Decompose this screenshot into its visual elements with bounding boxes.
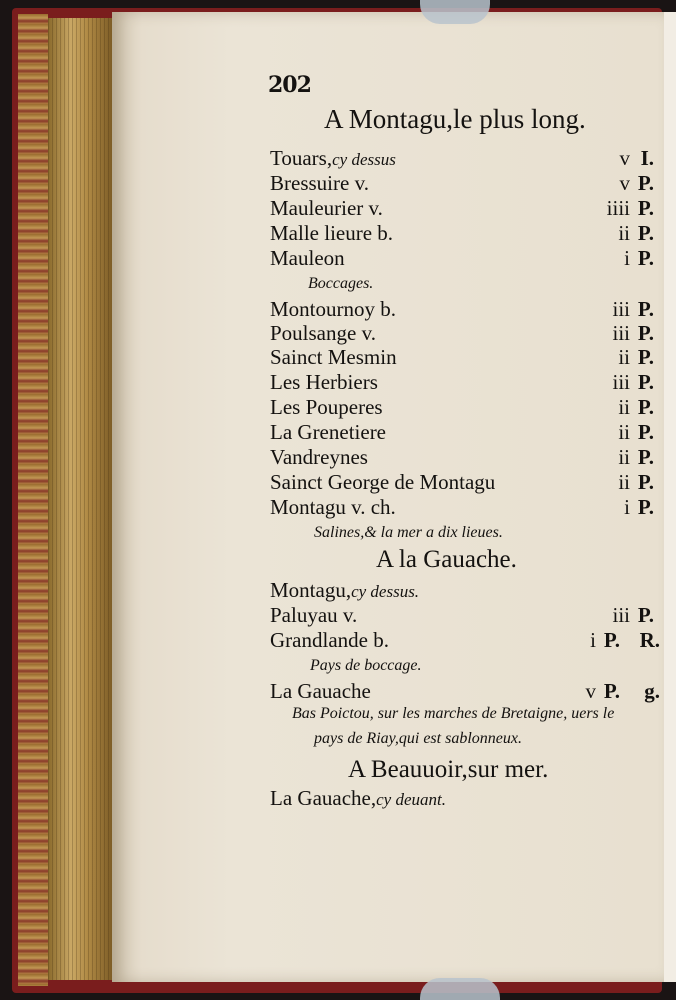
distance: v [619,171,630,195]
route-row [270,395,658,420]
post-mark: P. [637,246,654,270]
distance: iii [612,603,630,627]
place-name: Sainct George de Montagu [270,470,496,494]
place-name: Les Pouperes [270,395,383,419]
route-note-line-2: pays de Riay,qui est sablonneux. [314,730,522,747]
route-row [270,146,658,171]
place-name: La Grenetiere [270,420,387,444]
distance: ii [618,221,630,245]
route-row [270,196,658,221]
place-name: Mauleon [270,246,345,270]
section-title-gauache: A la Gauache. [376,546,517,573]
place-name: Mauleurier v. [270,196,383,220]
extra-mark: g. [644,679,660,703]
place-name: Grandlande b. [270,628,389,652]
post-mark: P. [637,603,654,627]
post-mark: P. [603,679,620,703]
distance: ii [618,445,630,469]
post-mark: P. [637,321,654,345]
place-name: Sainct Mesmin [270,345,397,369]
place-name: Vandreynes [270,445,368,469]
region-note: Boccages. [308,275,374,292]
post-mark: P. [637,196,654,220]
distance: i [624,495,630,519]
route-row [270,345,658,370]
post-mark: P. [637,495,654,519]
section-title-montagu: A Montagu,le plus long. [324,104,586,134]
place-name: Montagu,cy dessus. [270,578,420,602]
distance: iii [612,321,630,345]
distance: i [624,246,630,270]
post-mark: P. [637,221,654,245]
distance: i [590,628,596,652]
post-mark: P. [637,345,654,369]
distance: v [585,679,596,703]
place-name: Poulsange v. [270,321,376,345]
post-mark: I. [640,146,654,170]
extra-mark: R. [639,628,660,652]
route-row [270,445,658,470]
place-name: Paluyau v. [270,603,358,627]
place-name: La Gauache [270,679,371,703]
gilt-page-edges [48,18,114,980]
distance: ii [618,420,630,444]
post-mark: P. [637,395,654,419]
place-name: La Gauache,cy deuant. [270,786,446,810]
post-mark: P. [637,297,654,321]
region-note: Pays de boccage. [310,657,422,674]
route-row [270,679,658,704]
page-number: 202 [268,72,311,98]
route-row [270,603,658,628]
route-row [270,297,658,322]
place-name: Montournoy b. [270,297,396,321]
route-row [270,578,658,603]
route-row [270,470,658,495]
place-name: Les Herbiers [270,370,378,394]
distance: v [619,146,630,170]
page-clip-bottom [420,978,500,1000]
route-row [270,495,658,520]
post-mark: P. [637,445,654,469]
cover-decoration [18,14,48,986]
section-title-beauuoir: A Beauuoir,sur mer. [348,756,549,783]
place-name: Touars,cy dessus [270,146,396,170]
route-row [270,370,658,395]
route-row [270,628,658,653]
distance: iii [612,297,630,321]
route-row [270,171,658,196]
facing-page-edge [664,12,676,982]
distance: ii [618,470,630,494]
post-mark: P. [637,370,654,394]
route-note: Salines,& la mer a dix lieues. [314,524,503,541]
distance: ii [618,395,630,419]
route-note-line-1: Bas Poictou, sur les marches de Bretaigne, uers le [292,705,615,722]
distance: iii [612,370,630,394]
route-row [270,786,658,811]
route-row [270,221,658,246]
page-clip-top [420,0,490,24]
post-mark: P. [637,171,654,195]
distance: ii [618,345,630,369]
route-row [270,246,658,271]
distance: iiii [606,196,630,220]
place-name: Montagu v. ch. [270,495,396,519]
post-mark: P. [637,470,654,494]
place-name: Malle lieure b. [270,221,394,245]
post-mark: P. [637,420,654,444]
route-row [270,420,658,445]
route-row [270,321,658,346]
post-mark: P. [603,628,620,652]
place-name: Bressuire v. [270,171,369,195]
